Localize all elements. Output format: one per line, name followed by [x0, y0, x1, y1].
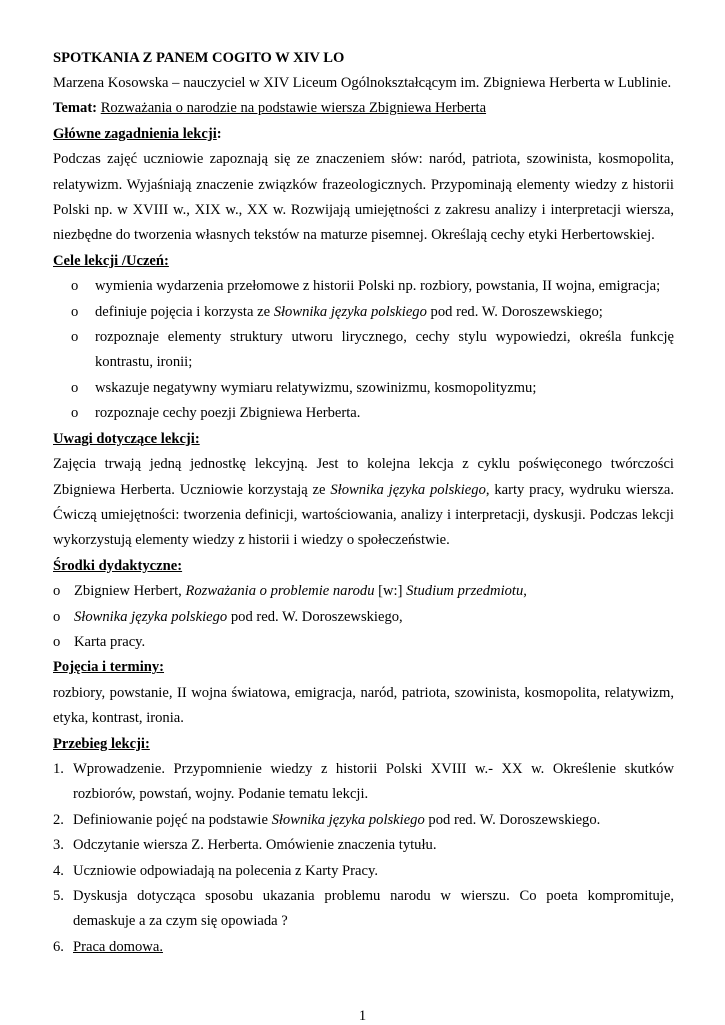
author-line: Marzena Kosowska – nauczyciel w XIV Liceum Ogólnokształcącym im. Zbigniewa Herberta w Lublinie.: [53, 75, 672, 91]
bullet-icon: o: [71, 379, 79, 396]
course-step: 2. Definiowanie pojęć na podstawie Słownika języka polskiego pod red. W. Doroszewskiego.: [53, 808, 674, 833]
document-title: SPOTKANIA Z PANEM COGITO W XIV LO: [53, 50, 345, 66]
course-step-continuation: rozbiorów, powstań, wojny. Podanie tematu lekcji.: [73, 786, 369, 803]
goal-item: o rozpoznaje cechy poezji Zbigniewa Herberta.: [53, 401, 674, 426]
main-issues-line: relatywizm. Wyjaśniają znaczenie związków frazeologicznych. Przypominają elementy wiedzy z historii: [53, 176, 674, 193]
means-item: o Słownika języka polskiego pod red. W. Doroszewskiego,: [53, 605, 674, 630]
course-step-continuation: demaskuje a za czym się opowiada ?: [73, 913, 288, 930]
terms-line: etyka, kontrast, ironia.: [53, 710, 184, 727]
step-number: 3.: [53, 837, 64, 854]
course-step: 5. Dyskusja dotycząca sposobu ukazania problemu narodu w wierszu. Co poeta kompromituje,: [53, 884, 674, 909]
step-number: 1.: [53, 760, 64, 777]
course-step: 3. Odczytanie wiersza Z. Herberta. Omówienie znaczenia tytułu.: [53, 833, 674, 858]
terms-line: rozbiory, powstanie, II wojna światowa, emigracja, naród, patriota, szowinista, kosmopolita, relatywizm,: [53, 684, 674, 701]
goal-item: o wymienia wydarzenia przełomowe z historii Polski np. rozbiory, powstania, II wojna, emigracja;: [53, 274, 674, 299]
course-step: 4. Uczniowie odpowiadają na polecenia z Karty Pracy.: [53, 859, 674, 884]
course-step: 1. Wprowadzenie. Przypomnienie wiedzy z historii Polski XVIII w.- XX w. Określenie skutków: [53, 757, 674, 782]
page-number: 1: [358, 1008, 367, 1024]
course-step: 6. Praca domowa.: [53, 935, 674, 960]
means-item: o Zbigniew Herbert, Rozważania o problemie narodu [w:] Studium przedmiotu,: [53, 579, 674, 604]
step-number: 2.: [53, 811, 64, 828]
document-page: [53, 47, 674, 960]
means-item: o Karta pracy.: [53, 630, 674, 655]
goal-item: o definiuje pojęcia i korzysta ze Słownika języka polskiego pod red. W. Doroszewskiego;: [53, 300, 674, 325]
step-number: 5.: [53, 888, 64, 904]
main-issues-line: Polski np. w XVIII w., XIX w., XX w. Rozwijają umiejętności z zakresu analizy i interpretacji wiersza,: [53, 202, 674, 219]
main-issues-line: Podczas zajęć uczniowie zapoznają się ze znaczeniem słów: naród, patriota, szowinista, kosmopolita,: [53, 151, 674, 168]
main-issues-line: niezbędne do tworzenia własnych tekstów na maturze pisemnej. Określają cechy etyki Herbertowskiej.: [53, 227, 655, 244]
remarks-line: wykorzystują elementy wiedzy z historii i wiedzy o społeczeństwie.: [53, 532, 450, 549]
topic-text: Rozważania o narodzie na podstawie wiersza Zbigniewa Herberta: [100, 100, 487, 117]
goal-item: o rozpoznaje elementy struktury utworu lirycznego, cechy stylu wypowiedzi, określa funkcję: [53, 325, 674, 350]
bullet-icon: o: [71, 278, 79, 295]
bullet-icon: o: [71, 329, 79, 346]
step-number: 6.: [53, 938, 64, 955]
remarks-line: Zbigniewa Herberta. Uczniowie korzystają ze Słownika języka polskiego, karty pracy, wydruku wiersza.: [53, 481, 675, 498]
goal-item-continuation: kontrastu, ironii;: [95, 354, 193, 371]
topic-line: [53, 96, 674, 121]
course-heading: Przebieg lekcji:: [53, 735, 150, 752]
step-number: 4.: [53, 862, 64, 879]
remarks-heading: Uwagi dotyczące lekcji:: [53, 430, 200, 447]
means-heading: Środki dydaktyczne:: [53, 557, 183, 574]
bullet-icon: o: [53, 633, 61, 650]
topic-label: Temat:: [53, 100, 98, 117]
bullet-icon: o: [53, 583, 61, 600]
remarks-line: Ćwiczą umiejętności: tworzenia definicji, wartościowania, analizy i interpretacji, dyskusji. Podczas lekcji: [53, 506, 674, 523]
bullet-icon: o: [71, 303, 79, 320]
terms-heading: Pojęcia i terminy:: [53, 659, 165, 676]
goals-heading: Cele lekcji /Uczeń:: [53, 252, 169, 269]
main-issues-heading: Główne zagadnienia lekcji:: [53, 125, 222, 142]
bullet-icon: o: [71, 405, 79, 422]
remarks-line: Zajęcia trwają jedną jednostkę lekcyjną. Jest to kolejna lekcja z cyklu poświęconego twórczości: [53, 456, 674, 473]
goal-item: o wskazuje negatywny wymiaru relatywizmu, szowinizmu, kosmopolityzmu;: [53, 376, 674, 401]
bullet-icon: o: [53, 608, 61, 625]
